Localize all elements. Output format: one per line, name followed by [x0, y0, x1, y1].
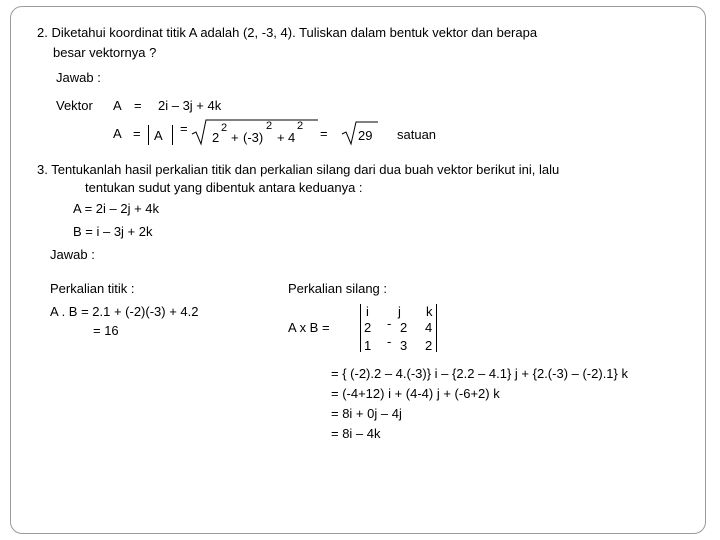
cross-step-4: = 8i – 4k — [331, 426, 381, 441]
abs-bar-right — [172, 125, 173, 145]
matrix-cell-22: 2 — [400, 320, 408, 335]
magnitude-equals-2: = — [180, 121, 188, 136]
magnitude-equals-1: = — [133, 126, 141, 141]
vector-a-def: A = 2i – 2j + 4k — [73, 201, 160, 216]
plus-2: + — [277, 130, 285, 145]
matrix-cell-j: j — [398, 304, 401, 319]
cross-product-title: Perkalian silang : — [288, 281, 387, 296]
vector-b-def: B = i – 3j + 2k — [73, 224, 153, 239]
matrix-cell-33: 2 — [425, 338, 433, 353]
matrix-cell-32: 3 — [400, 338, 408, 353]
matrix-minus-row3: - — [387, 334, 392, 349]
q2-jawab: Jawab : — [56, 70, 101, 85]
sqrt-value: 29 — [358, 128, 373, 143]
q2-line1: 2. Diketahui koordinat titik A adalah (2, -3, 4). Tuliskan dalam bentuk vektor dan berapa — [37, 25, 538, 40]
term2-base: (-3) — [243, 130, 264, 145]
matrix-cell-i: i — [366, 304, 369, 319]
det-bar-left — [360, 304, 361, 352]
abs-bar-left — [148, 125, 149, 145]
term2-exponent: 2 — [266, 120, 273, 132]
matrix-cell-31: 1 — [364, 338, 372, 353]
magnitude-A: A — [113, 126, 122, 141]
term1-exponent: 2 — [221, 122, 228, 134]
term3-exponent: 2 — [297, 120, 304, 132]
matrix-minus-row2: - — [387, 316, 392, 331]
unit-label: satuan — [397, 127, 437, 142]
vector-value: 2i – 3j + 4k — [158, 98, 222, 113]
term3-base: 4 — [288, 130, 296, 145]
plus-1: + — [231, 130, 239, 145]
q2-line2: besar vektornya ? — [53, 45, 157, 60]
dot-product-line1: A . B = 2.1 + (-2)(-3) + 4.2 — [50, 304, 199, 319]
q3-jawab: Jawab : — [50, 247, 95, 262]
cross-step-3: = 8i + 0j – 4j — [331, 406, 402, 421]
vector-equals: = — [134, 98, 142, 113]
det-bar-right — [436, 304, 437, 352]
vektor-label: Vektor — [56, 98, 93, 113]
matrix-cell-21: 2 — [364, 320, 372, 335]
matrix-cell-23: 4 — [425, 320, 433, 335]
vector-name: A — [113, 98, 122, 113]
cross-step-1: = { (-2).2 – 4.(-3)} i – {2.2 – 4.1} j + {2.(-3) – (-2).1} k — [331, 366, 628, 381]
magnitude-A-abs: A — [154, 128, 163, 143]
dot-product-result: = 16 — [93, 323, 119, 338]
slide-frame — [10, 6, 706, 534]
q3-line2: tentukan sudut yang dibentuk antara keduanya : — [85, 180, 363, 195]
matrix-cell-k: k — [426, 304, 433, 319]
q3-line1: 3. Tentukanlah hasil perkalian titik dan perkalian silang dari dua buah vektor berikut ini, lalu — [37, 162, 560, 177]
cross-product-label: A x B = — [288, 320, 330, 335]
term1-base: 2 — [212, 130, 220, 145]
magnitude-equals-3: = — [320, 126, 328, 141]
cross-step-2: = (-4+12) i + (4-4) j + (-6+2) k — [331, 386, 500, 401]
dot-product-title: Perkalian titik : — [50, 281, 135, 296]
